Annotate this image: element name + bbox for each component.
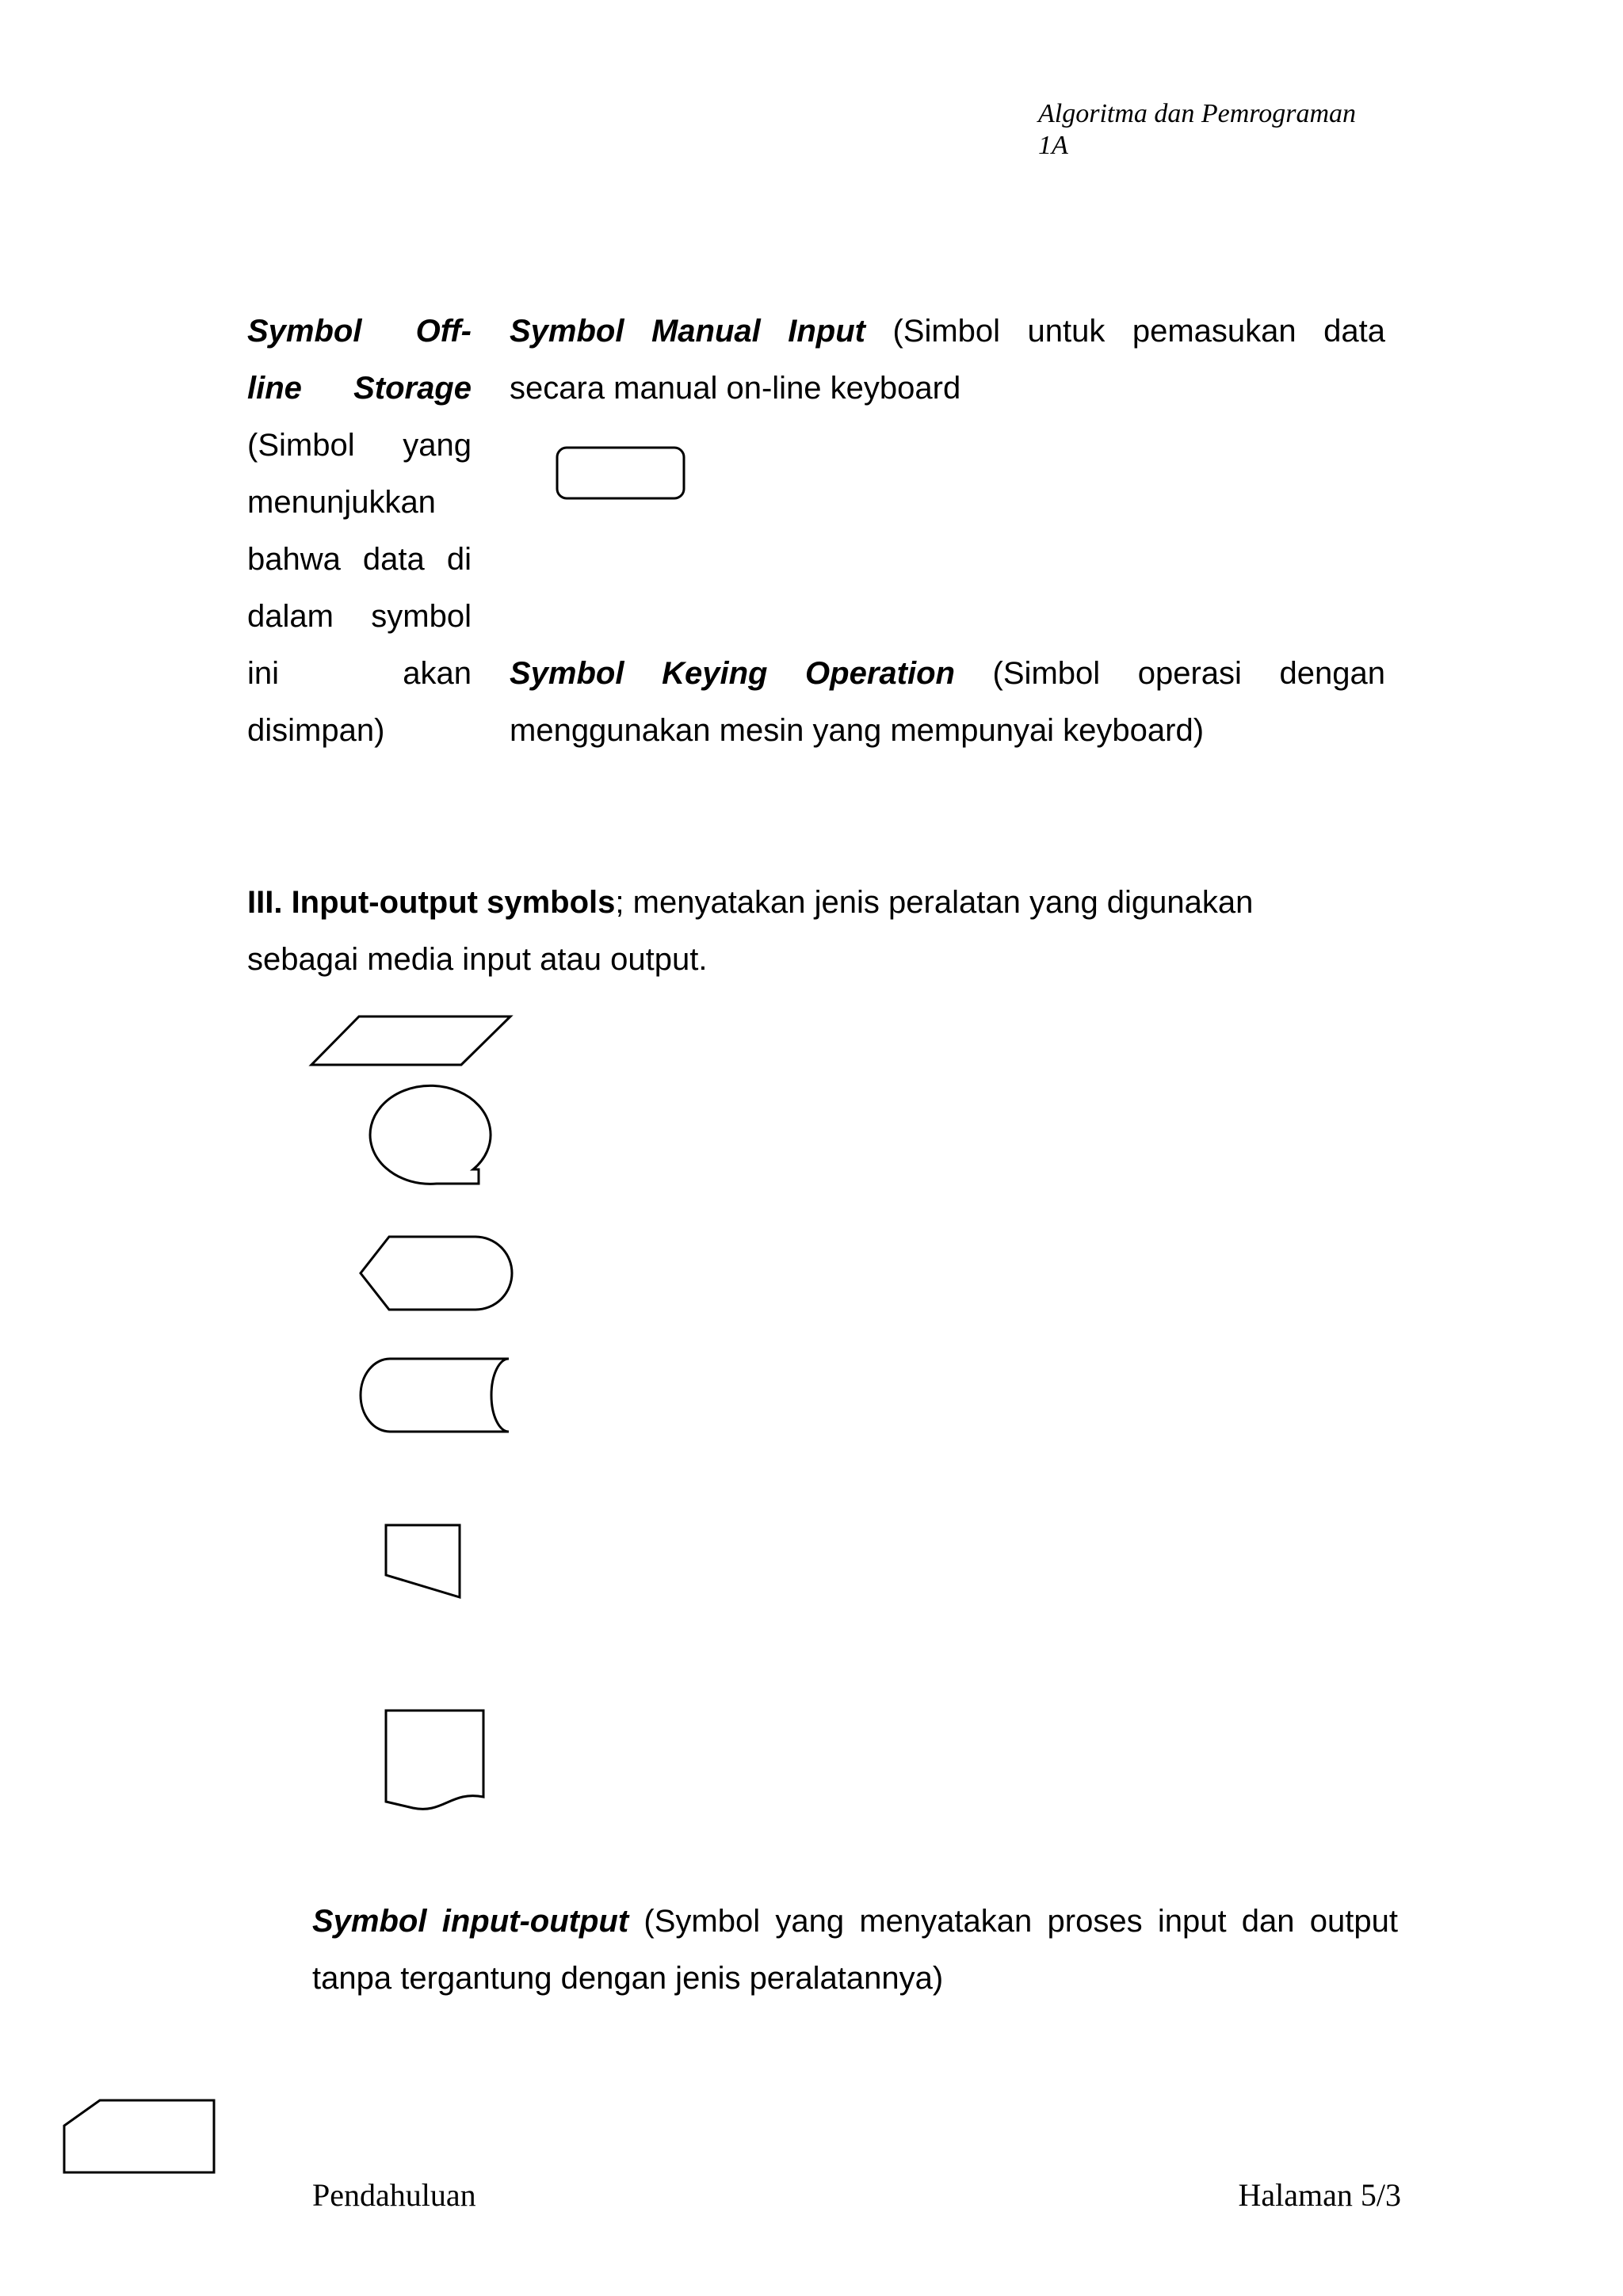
header-subtitle: 1A (1038, 131, 1068, 160)
left-line-3: (Simbol yang (247, 428, 472, 463)
keying-operation-title: Symbol Keying Operation (510, 656, 955, 691)
io-symbol-description (312, 1893, 1398, 2007)
section-3-line-2: sebagai media input atau output. (247, 942, 708, 977)
keying-operation-line-1: Symbol Keying Operation (Simbol operasi dengan (510, 656, 1386, 691)
online-storage-shape (357, 1089, 491, 1192)
punched-card-manual-shape (384, 1523, 464, 1602)
left-line-6: dalam symbol (247, 599, 472, 634)
io-symbol-title: Symbol input-output (312, 1904, 629, 1939)
left-line-7: ini akan (247, 656, 472, 691)
left-line-8: disimpan) (247, 713, 385, 748)
magnetic-tape-drum-shape (358, 1356, 517, 1436)
parallelogram-io-shape (309, 1014, 515, 1070)
section-3-title: III. Input-output symbols (247, 885, 616, 920)
io-symbol-line-2: tanpa tergantung dengan jenis peralatannya) (312, 1961, 944, 1996)
header-title: Algoritma dan Pemrograman (1038, 99, 1357, 128)
footer-chapter: Pendahuluan (312, 2177, 476, 2213)
running-header (1038, 98, 1356, 162)
document-shape (384, 1708, 487, 1811)
left-line-4: menunjukkan (247, 485, 436, 520)
display-shape (358, 1234, 517, 1314)
section-3-line-1: III. Input-output symbols; menyatakan jenis peralatan yang digunakan (247, 885, 1254, 920)
keying-operation-line-2: menggunakan mesin yang mempunyai keyboard) (510, 713, 1205, 748)
left-line-1: Symbol Off- (247, 314, 472, 349)
punched-card-shape (62, 2098, 219, 2177)
manual-input-line-2: secara manual on-line keyboard (510, 371, 961, 406)
offline-storage-description (247, 303, 472, 759)
left-line-5: bahwa data di (247, 542, 472, 577)
manual-input-line-1: Symbol Manual Input (Simbol untuk pemasukan data (510, 314, 1385, 349)
manual-input-description (510, 303, 1385, 417)
left-line-2: line Storage (247, 371, 472, 406)
manual-input-shape (555, 445, 689, 502)
manual-input-title: Symbol Manual Input (510, 314, 865, 349)
keying-operation-description (510, 645, 1385, 759)
section-3-intro (247, 874, 1396, 988)
footer-page-number: Halaman 5/3 (1238, 2177, 1401, 2213)
io-symbol-line-1: Symbol input-output (Symbol yang menyatakan proses input dan output (312, 1904, 1398, 1939)
